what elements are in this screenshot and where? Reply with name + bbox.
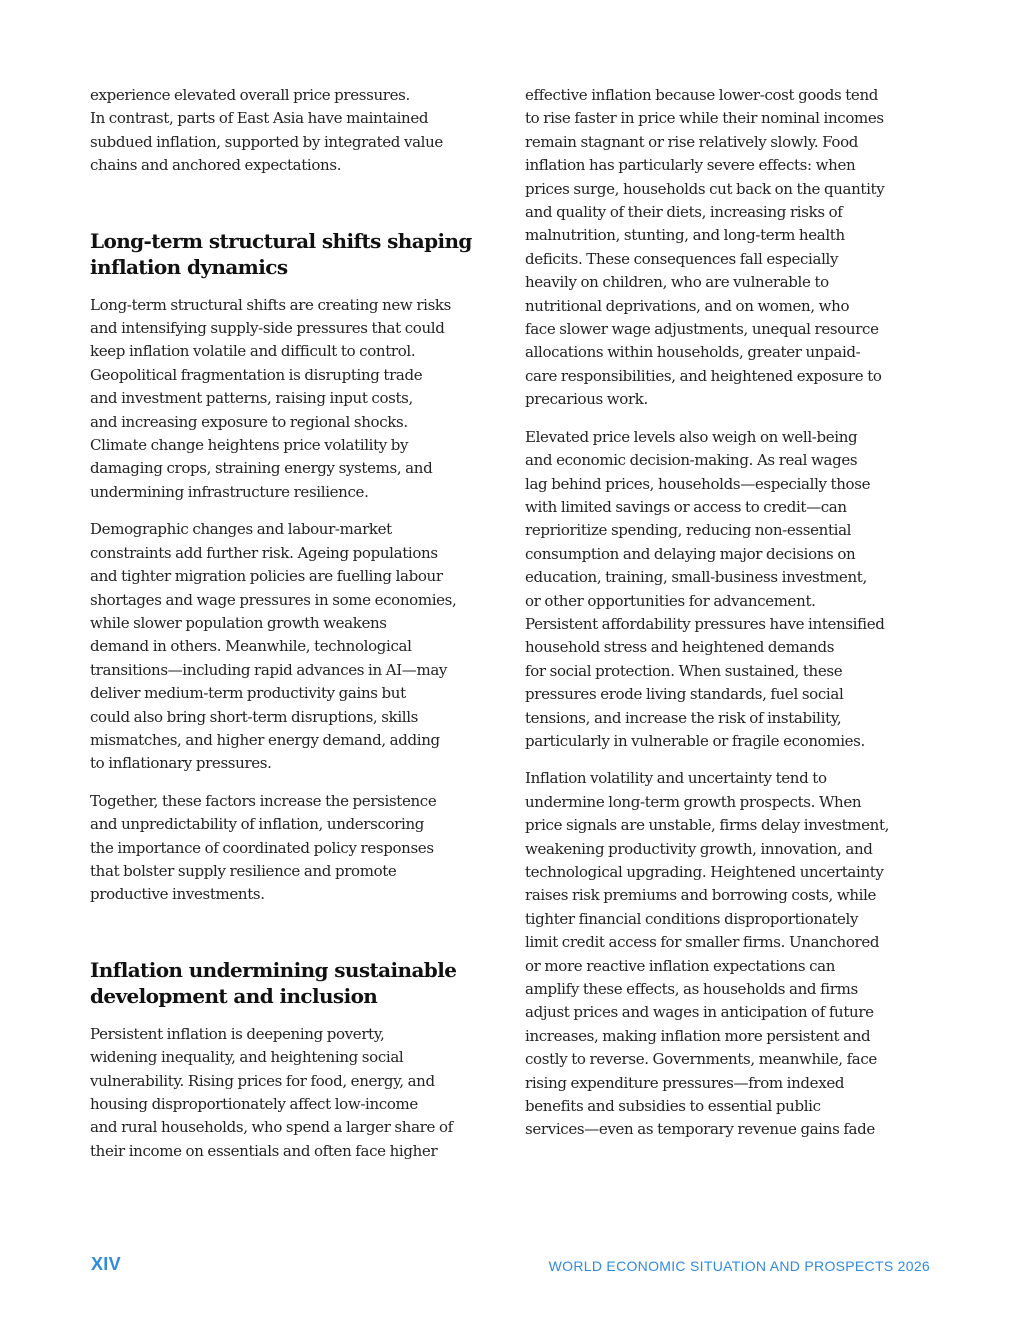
text-line: mismatches, and higher energy demand, adding [90, 730, 440, 749]
text-line: benefits and subsidies to essential public [525, 1097, 821, 1116]
text-line: particularly in vulnerable or fragile economies. [525, 731, 865, 750]
text-line: Persistent inflation is deepening poverty, [90, 1024, 385, 1043]
section-heading-sustainable-development [90, 957, 500, 1009]
left-column [90, 84, 500, 1177]
text-line: and quality of their diets, increasing risks of [525, 203, 843, 222]
text-line: care responsibilities, and heightened exposure to [525, 366, 882, 385]
text-line: heavily on children, who are vulnerable to [525, 273, 829, 292]
text-line: tensions, and increase the risk of instability, [525, 708, 842, 727]
text-line: undermine long-term growth prospects. When [525, 792, 862, 811]
text-line: Inflation undermining sustainable [90, 957, 457, 982]
text-line: Together, these factors increase the persistence [90, 791, 437, 810]
text-line: precarious work. [525, 390, 648, 409]
text-line: and intensifying supply-side pressures that could [90, 319, 445, 338]
text-line: keep inflation volatile and difficult to control. [90, 342, 416, 361]
text-line: with limited savings or access to credit—can [525, 497, 847, 516]
text-line: for social protection. When sustained, these [525, 661, 843, 680]
text-line: widening inequality, and heightening social [90, 1048, 404, 1067]
text-line: Geopolitical fragmentation is disrupting trade [90, 365, 423, 384]
text-line: remain stagnant or rise relatively slowly. Food [525, 132, 859, 151]
text-line: In contrast, parts of East Asia have maintained [90, 109, 429, 128]
body-paragraph [525, 767, 935, 1142]
text-line: malnutrition, stunting, and long-term health [525, 226, 845, 245]
text-line: damaging crops, straining energy systems, and [90, 459, 433, 478]
text-line: amplify these effects, as households and firms [525, 980, 858, 999]
text-line: vulnerability. Rising prices for food, energy, and [90, 1071, 435, 1090]
text-line: constraints add further risk. Ageing populations [90, 543, 438, 562]
text-line: lag behind prices, households—especially those [525, 474, 871, 493]
text-line: allocations within households, greater unpaid- [525, 343, 861, 362]
text-line: deliver medium-term productivity gains but [90, 684, 406, 703]
text-line: limit credit access for smaller firms. Unanchored [525, 933, 880, 952]
text-line: face slower wage adjustments, unequal resource [525, 320, 879, 339]
text-line: effective inflation because lower-cost goods tend [525, 86, 879, 104]
text-line: transitions—including rapid advances in AI—may [90, 660, 448, 679]
running-footer-title: WORLD ECONOMIC SITUATION AND PROSPECTS 2026 [548, 1258, 930, 1274]
body-paragraph [90, 1023, 500, 1163]
text-line: Long-term structural shifts are creating new risks [90, 295, 452, 314]
text-line: or more reactive inflation expectations can [525, 956, 836, 975]
body-paragraph [90, 790, 500, 907]
text-line: Elevated price levels also weigh on well-being [525, 427, 858, 446]
text-line: while slower population growth weakens [90, 613, 387, 632]
text-line: tighter financial conditions disproportionately [525, 909, 859, 928]
text-line: housing disproportionately affect low-income [90, 1095, 418, 1113]
text-line: pressures erode living standards, fuel social [525, 685, 844, 704]
text-line: raises risk premiums and borrowing costs, while [525, 886, 877, 905]
section-spacer [90, 921, 500, 957]
body-paragraph [90, 518, 500, 775]
text-line: shortages and wage pressures in some economies, [90, 590, 457, 609]
text-line: and tighter migration policies are fuelling labour [90, 567, 443, 586]
text-line: their income on essentials and often face higher [90, 1141, 438, 1160]
text-line: and economic decision-making. As real wages [525, 451, 858, 470]
text-line: the importance of coordinated policy responses [90, 838, 434, 857]
text-line: or other opportunities for advancement. [525, 591, 816, 610]
section-spacer [90, 192, 500, 228]
text-line: services—even as temporary revenue gains fade [525, 1120, 875, 1139]
text-line: demand in others. Meanwhile, technological [90, 637, 412, 656]
text-line: and investment patterns, raising input costs, [90, 389, 413, 408]
body-paragraph [90, 294, 500, 505]
text-line: chains and anchored expectations. [90, 156, 342, 175]
text-line: costly to reverse. Governments, meanwhile, face [525, 1050, 877, 1069]
body-paragraph [525, 84, 935, 412]
text-line: to rise faster in price while their nominal incomes [525, 109, 884, 128]
text-line: reprioritize spending, reducing non-essential [525, 521, 852, 540]
text-line: technological upgrading. Heightened uncertainty [525, 863, 884, 881]
text-line: deficits. These consequences fall especially [525, 249, 839, 268]
text-line: inflation has particularly severe effects: when [525, 156, 856, 175]
text-line: development and inclusion [90, 983, 378, 1008]
text-line: inflation dynamics [90, 254, 288, 279]
right-column [525, 84, 935, 1156]
page-number: XIV [91, 1254, 121, 1274]
text-line: Persistent affordability pressures have intensified [525, 614, 885, 633]
text-line: prices surge, households cut back on the quantity [525, 179, 885, 198]
text-line: and unpredictability of inflation, underscoring [90, 815, 425, 834]
text-line: and rural households, who spend a larger share of [90, 1118, 453, 1137]
text-line: price signals are unstable, firms delay investment, [525, 816, 890, 835]
text-line: experience elevated overall price pressures. [90, 86, 410, 104]
text-line: Long-term structural shifts shaping [90, 228, 472, 253]
section-heading-structural-shifts [90, 228, 500, 280]
text-line: weakening productivity growth, innovation, and [525, 839, 873, 858]
text-line: nutritional deprivations, and on women, who [525, 296, 850, 315]
intro-paragraph [90, 84, 500, 178]
body-paragraph [525, 426, 935, 754]
text-line: Inflation volatility and uncertainty tend to [525, 769, 827, 788]
text-line: consumption and delaying major decisions on [525, 544, 856, 563]
text-line: Climate change heightens price volatility by [90, 436, 409, 455]
text-line: that bolster supply resilience and promote [90, 861, 397, 880]
text-line: productive investments. [90, 885, 265, 904]
text-line: household stress and heightened demands [525, 638, 835, 657]
text-line: rising expenditure pressures—from indexed [525, 1073, 845, 1092]
text-line: Demographic changes and labour-market [90, 520, 392, 539]
text-line: to inflationary pressures. [90, 754, 272, 773]
text-line: education, training, small-business investment, [525, 568, 867, 587]
text-line: increases, making inflation more persistent and [525, 1026, 871, 1045]
text-line: subdued inflation, supported by integrated value [90, 132, 443, 151]
text-line: could also bring short-term disruptions, skills [90, 707, 419, 726]
text-line: and increasing exposure to regional shocks. [90, 412, 408, 431]
text-line: undermining infrastructure resilience. [90, 482, 369, 501]
text-line: adjust prices and wages in anticipation of future [525, 1003, 874, 1022]
